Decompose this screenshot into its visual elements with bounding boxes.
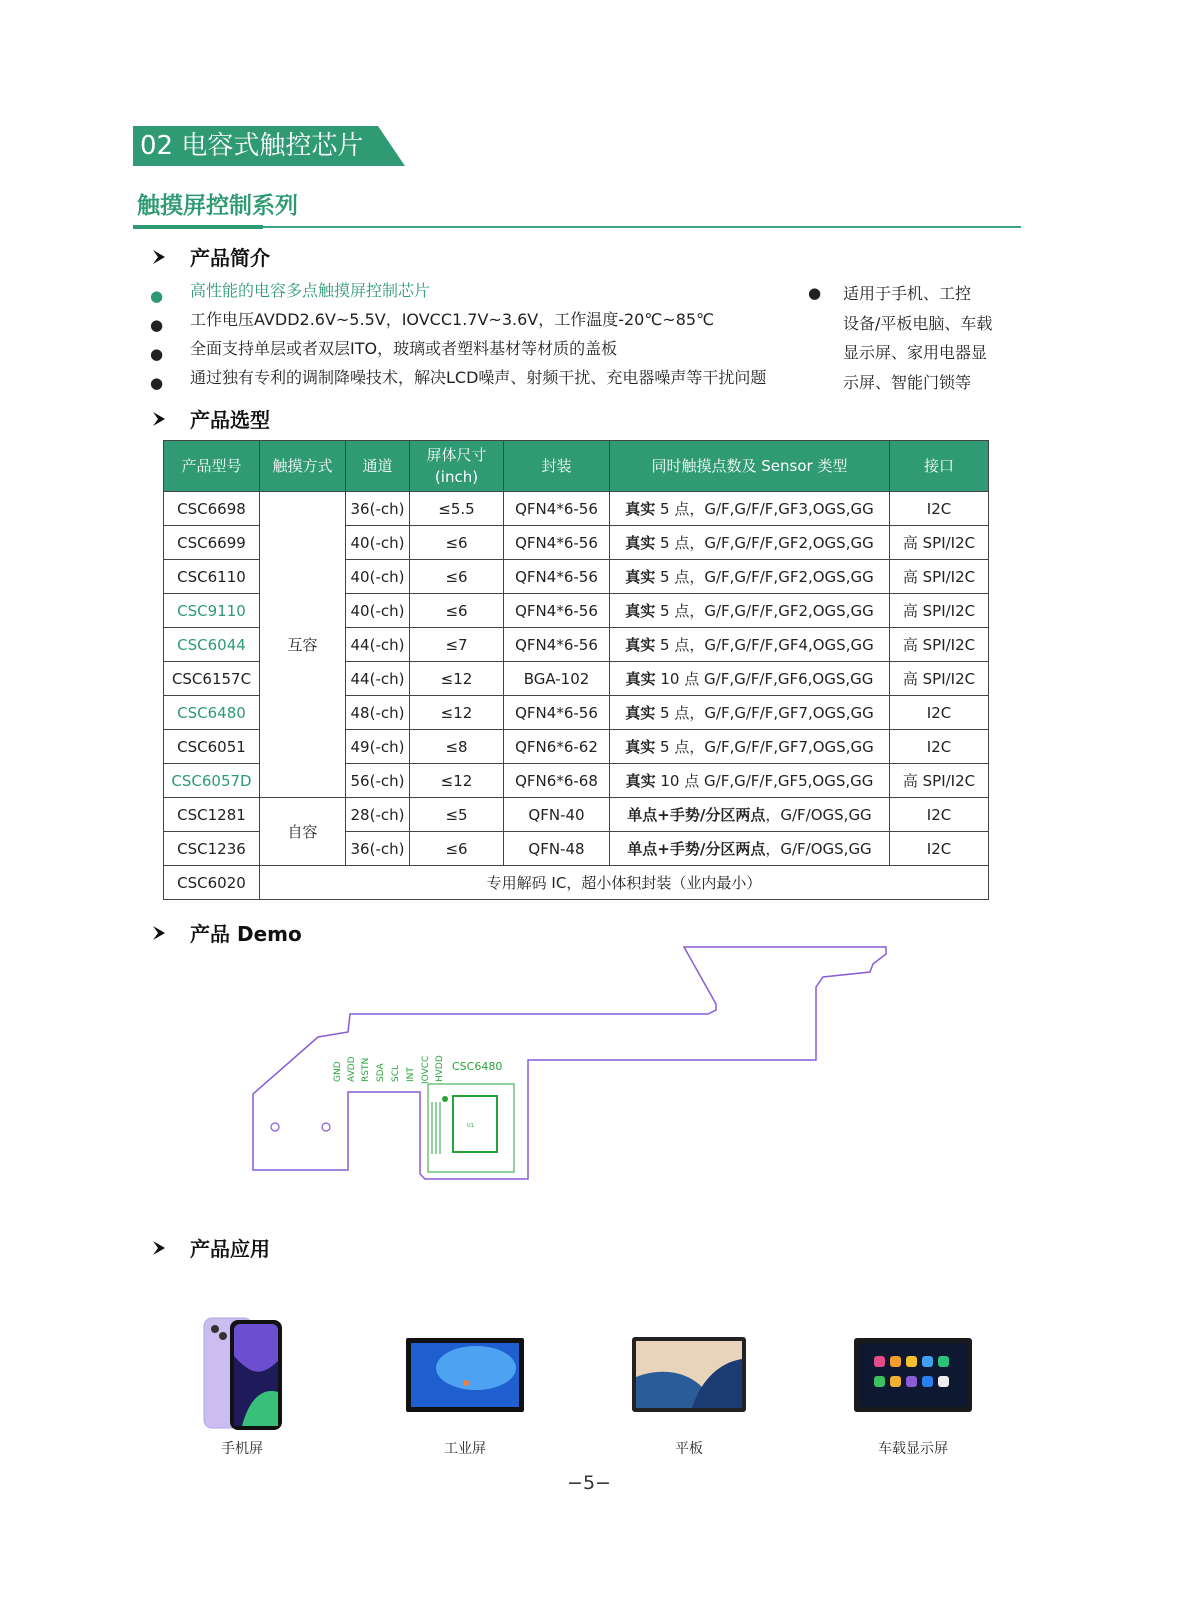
- tablet-image: [632, 1337, 746, 1412]
- model-cell: CSC6698: [164, 492, 260, 526]
- table-row: [164, 866, 989, 900]
- channels-cell: 36(-ch): [346, 492, 410, 526]
- channels-cell: 44(-ch): [346, 662, 410, 696]
- mount-hole: [322, 1123, 330, 1131]
- application-gallery: [0, 1300, 1178, 1470]
- model-cell: CSC6157C: [164, 662, 260, 696]
- application-note-line: 显示屏、家用电器显: [843, 343, 988, 362]
- size-cell: ≤8: [410, 730, 504, 764]
- table-row: [164, 492, 989, 526]
- model-cell: CSC1236: [164, 832, 260, 866]
- intro-bullet-list: [150, 279, 810, 395]
- size-cell: ≤6: [410, 560, 504, 594]
- package-cell: QFN4*6-56: [504, 492, 610, 526]
- intro-bullet: ● 通过独有专利的调制降噪技术，解决LCD噪声、射频干扰、充电器噪声等干扰问题: [150, 368, 767, 392]
- section-selection-heading: [150, 404, 270, 433]
- pin-label: GND: [333, 1061, 343, 1082]
- col-header-touch-mode: 触摸方式: [260, 441, 346, 492]
- touch-points-cell: 真实 5 点，G/F,G/F/F,GF7,OGS,GG: [610, 696, 890, 730]
- channels-cell: 28(-ch): [346, 798, 410, 832]
- package-cell: QFN4*6-56: [504, 696, 610, 730]
- interface-cell: I2C: [890, 492, 989, 526]
- fpc-demo-drawing: [248, 942, 888, 1182]
- table-header-row: [164, 441, 989, 492]
- package-cell: BGA-102: [504, 662, 610, 696]
- touch-points-cell: 真实 10 点 G/F,G/F/F,GF5,OGS,GG: [610, 764, 890, 798]
- car-display-image: [854, 1338, 972, 1412]
- model-cell: CSC6110: [164, 560, 260, 594]
- model-cell: CSC6057D: [164, 764, 260, 798]
- chip-label: CSC6480: [452, 1060, 503, 1073]
- app-item-industrial: [402, 1300, 528, 1465]
- interface-cell: 高 SPI/I2C: [890, 526, 989, 560]
- touch-points-cell: 单点+手势/分区两点，G/F/OGS,GG: [610, 798, 890, 832]
- arrow-bullet-icon: [150, 1239, 168, 1257]
- arrow-bullet-icon: [150, 248, 168, 266]
- page-number: −5−: [567, 1472, 611, 1494]
- industrial-screen-image: [406, 1338, 524, 1412]
- pin-label: SDA: [376, 1063, 386, 1082]
- package-cell: QFN6*6-68: [504, 764, 610, 798]
- model-cell: CSC6480: [164, 696, 260, 730]
- intro-bullet: ● 工作电压AVDD2.6V~5.5V，IOVCC1.7V~3.6V，工作温度-20℃~85℃: [150, 310, 715, 334]
- channels-cell: 40(-ch): [346, 594, 410, 628]
- note-cell: 专用解码 IC，超小体积封装（业内最小）: [260, 866, 989, 900]
- application-note-line: 示屏、智能门锁等: [843, 372, 972, 392]
- section-apps-heading: [150, 1233, 270, 1262]
- col-header-screen-size: 屏体尺寸 (inch): [410, 441, 504, 492]
- interface-cell: I2C: [890, 696, 989, 730]
- arrow-bullet-icon: [150, 924, 168, 942]
- interface-cell: 高 SPI/I2C: [890, 594, 989, 628]
- pin-label: AVDD: [347, 1056, 357, 1082]
- package-cell: QFN4*6-56: [504, 628, 610, 662]
- package-cell: QFN4*6-56: [504, 560, 610, 594]
- apps-heading-label: 产品应用: [190, 1237, 270, 1261]
- package-cell: QFN6*6-62: [504, 730, 610, 764]
- pin-label: IOVCC: [421, 1055, 431, 1084]
- interface-cell: I2C: [890, 798, 989, 832]
- intro-bullet: ● 全面支持单层或者双层ITO，玻璃或者塑料基材等材质的盖板: [150, 339, 618, 363]
- channels-cell: 36(-ch): [346, 832, 410, 866]
- app-item-phone: [192, 1300, 292, 1465]
- touch-points-cell: 真实 5 点，G/F,G/F/F,GF2,OGS,GG: [610, 560, 890, 594]
- phone-image: [202, 1316, 284, 1432]
- size-cell: ≤6: [410, 594, 504, 628]
- touch-mode-cell: 互容: [260, 492, 346, 798]
- col-header-interface: 接口: [890, 441, 989, 492]
- section-intro-heading: [150, 242, 270, 271]
- interface-cell: 高 SPI/I2C: [890, 662, 989, 696]
- series-title: 触摸屏控制系列: [137, 193, 298, 219]
- channels-cell: 48(-ch): [346, 696, 410, 730]
- model-cell: CSC6020: [164, 866, 260, 900]
- interface-cell: I2C: [890, 730, 989, 764]
- size-cell: ≤6: [410, 526, 504, 560]
- section-chip-title: 02 电容式触控芯片: [140, 131, 364, 161]
- ic-body: [453, 1096, 497, 1152]
- interface-cell: 高 SPI/I2C: [890, 628, 989, 662]
- channels-cell: 56(-ch): [346, 764, 410, 798]
- model-cell: CSC9110: [164, 594, 260, 628]
- package-cell: QFN-48: [504, 832, 610, 866]
- interface-cell: 高 SPI/I2C: [890, 764, 989, 798]
- app-caption: 手机屏: [221, 1441, 263, 1457]
- demo-heading-label: 产品 Demo: [190, 922, 302, 946]
- series-divider-accent: [133, 225, 263, 229]
- col-header-channels: 通道: [346, 441, 410, 492]
- table-row: [164, 798, 989, 832]
- app-item-tablet: [630, 1300, 748, 1465]
- size-cell: ≤12: [410, 696, 504, 730]
- interface-cell: 高 SPI/I2C: [890, 560, 989, 594]
- channels-cell: 40(-ch): [346, 560, 410, 594]
- size-cell: ≤5.5: [410, 492, 504, 526]
- touch-mode-cell: 自容: [260, 798, 346, 866]
- intro-heading-label: 产品简介: [190, 246, 270, 270]
- application-note-line: 适用于手机、工控: [843, 284, 972, 303]
- channels-cell: 44(-ch): [346, 628, 410, 662]
- touch-points-cell: 单点+手势/分区两点，G/F/OGS,GG: [610, 832, 890, 866]
- touch-points-cell: 真实 5 点，G/F,G/F/F,GF3,OGS,GG: [610, 492, 890, 526]
- model-cell: CSC6044: [164, 628, 260, 662]
- package-cell: QFN4*6-56: [504, 594, 610, 628]
- selection-heading-label: 产品选型: [190, 408, 270, 432]
- touch-points-cell: 真实 5 点，G/F,G/F/F,GF2,OGS,GG: [610, 526, 890, 560]
- channels-cell: 40(-ch): [346, 526, 410, 560]
- package-cell: QFN-40: [504, 798, 610, 832]
- size-cell: ≤6: [410, 832, 504, 866]
- series-divider: [133, 226, 1021, 228]
- application-note-line: 设备/平板电脑、车载: [843, 313, 993, 333]
- mount-hole: [271, 1123, 279, 1131]
- app-caption: 平板: [675, 1441, 703, 1457]
- product-selection-table: [163, 440, 989, 900]
- touch-points-cell: 真实 5 点，G/F,G/F/F,GF7,OGS,GG: [610, 730, 890, 764]
- pin-label: HVDD: [435, 1055, 445, 1082]
- ic-mark: U1: [467, 1123, 474, 1129]
- package-cell: QFN4*6-56: [504, 526, 610, 560]
- col-header-model: 产品型号: [164, 441, 260, 492]
- size-cell: ≤5: [410, 798, 504, 832]
- model-cell: CSC6699: [164, 526, 260, 560]
- size-cell: ≤12: [410, 662, 504, 696]
- app-caption: 车载显示屏: [878, 1441, 948, 1457]
- model-cell: CSC1281: [164, 798, 260, 832]
- pin-label: RSTN: [361, 1057, 371, 1082]
- model-cell: CSC6051: [164, 730, 260, 764]
- app-item-car-display: [852, 1300, 974, 1465]
- interface-cell: I2C: [890, 832, 989, 866]
- touch-points-cell: 真实 5 点，G/F,G/F/F,GF2,OGS,GG: [610, 594, 890, 628]
- size-cell: ≤12: [410, 764, 504, 798]
- channels-cell: 49(-ch): [346, 730, 410, 764]
- pin1-marker: [442, 1096, 448, 1102]
- touch-points-cell: 真实 5 点，G/F,G/F/F,GF4,OGS,GG: [610, 628, 890, 662]
- arrow-bullet-icon: [150, 410, 168, 428]
- col-header-touch-points: 同时触摸点数及 Sensor 类型: [610, 441, 890, 492]
- pin-label: SCL: [391, 1064, 401, 1082]
- size-cell: ≤7: [410, 628, 504, 662]
- touch-points-cell: 真实 10 点 G/F,G/F/F,GF6,OGS,GG: [610, 662, 890, 696]
- col-header-package: 封装: [504, 441, 610, 492]
- intro-bullet: ● 高性能的电容多点触摸屏控制芯片: [150, 281, 431, 305]
- pin-label: INT: [406, 1067, 416, 1082]
- app-caption: 工业屏: [444, 1441, 486, 1457]
